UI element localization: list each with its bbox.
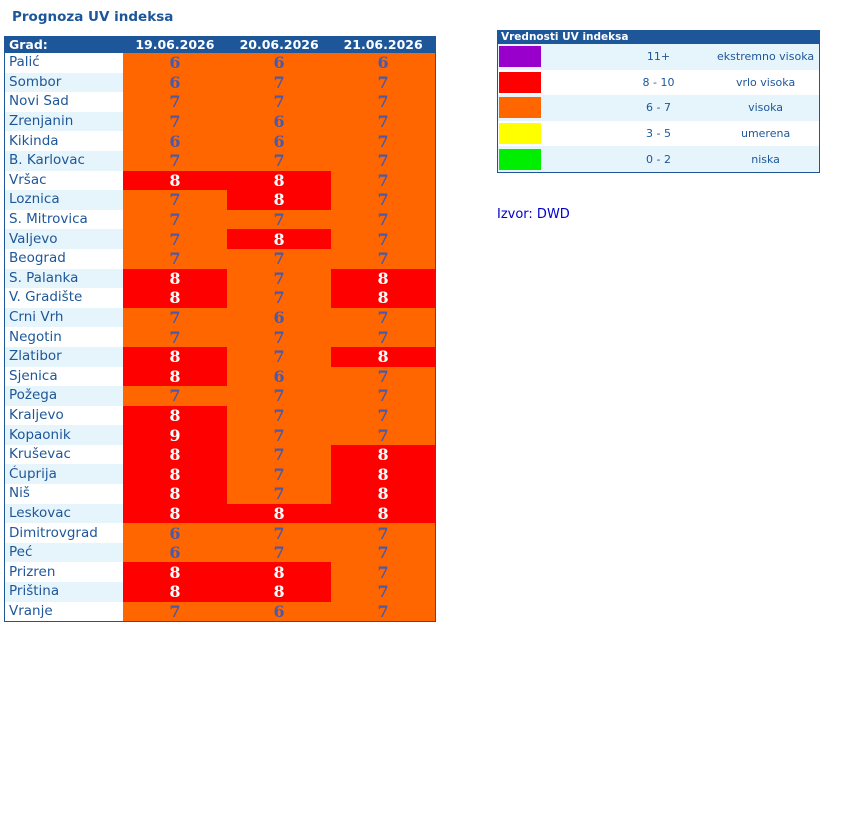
legend-color-swatch: [499, 46, 541, 67]
uv-value-cell: 7: [227, 464, 331, 484]
uv-value-cell: 6: [123, 53, 227, 73]
uv-value-cell: 7: [331, 386, 435, 406]
uv-legend-table: [497, 30, 820, 173]
city-name: Valjevo: [5, 229, 123, 249]
uv-value-cell: 7: [331, 151, 435, 171]
legend-range: 0 - 2: [605, 146, 712, 172]
legend-swatch-cell: [498, 121, 605, 147]
uv-value-cell: 8: [123, 464, 227, 484]
city-name: B. Karlovac: [5, 151, 123, 171]
city-name: S. Mitrovica: [5, 210, 123, 230]
uv-value-cell: 6: [227, 53, 331, 73]
table-row: [5, 602, 436, 622]
uv-value-cell: 6: [227, 367, 331, 387]
uv-value-cell: 7: [227, 210, 331, 230]
city-name: Crni Vrh: [5, 308, 123, 328]
uv-value-cell: 7: [123, 92, 227, 112]
table-row: [5, 112, 436, 132]
uv-value-cell: 7: [227, 269, 331, 289]
table-row: [5, 367, 436, 387]
uv-value-cell: 7: [331, 523, 435, 543]
legend-label: umerena: [712, 121, 819, 147]
legend-label: ekstremno visoka: [712, 44, 819, 70]
uv-value-cell: 7: [123, 249, 227, 269]
table-row: [5, 464, 436, 484]
legend-color-swatch: [499, 149, 541, 170]
uv-value-cell: 7: [227, 249, 331, 269]
city-name: Vršac: [5, 171, 123, 191]
uv-value-cell: 8: [331, 347, 435, 367]
table-row: [5, 92, 436, 112]
city-name: Kruševac: [5, 445, 123, 465]
table-row: [5, 131, 436, 151]
table-row: [5, 171, 436, 191]
legend-row: [498, 44, 820, 70]
table-header-row: [5, 37, 436, 54]
uv-value-cell: 8: [123, 562, 227, 582]
table-row: [5, 562, 436, 582]
city-name: Novi Sad: [5, 92, 123, 112]
table-row: [5, 386, 436, 406]
uv-value-cell: 8: [123, 504, 227, 524]
uv-value-cell: 7: [123, 229, 227, 249]
legend-row: [498, 121, 820, 147]
uv-value-cell: 6: [123, 73, 227, 93]
uv-value-cell: 6: [123, 543, 227, 563]
uv-value-cell: 7: [123, 151, 227, 171]
city-name: Prizren: [5, 562, 123, 582]
legend-swatch-cell: [498, 95, 605, 121]
table-row: [5, 582, 436, 602]
uv-value-cell: 7: [331, 249, 435, 269]
uv-value-cell: 8: [227, 562, 331, 582]
uv-value-cell: 7: [331, 562, 435, 582]
uv-value-cell: 7: [331, 327, 435, 347]
uv-value-cell: 7: [227, 73, 331, 93]
uv-value-cell: 7: [227, 288, 331, 308]
uv-value-cell: 7: [331, 367, 435, 387]
legend-color-swatch: [499, 72, 541, 93]
uv-value-cell: 7: [123, 327, 227, 347]
uv-value-cell: 8: [227, 229, 331, 249]
legend-range: 8 - 10: [605, 70, 712, 96]
table-row: [5, 73, 436, 93]
legend-swatch-cell: [498, 146, 605, 172]
uv-value-cell: 7: [331, 425, 435, 445]
uv-value-cell: 8: [331, 288, 435, 308]
uv-value-cell: 8: [123, 484, 227, 504]
uv-value-cell: 7: [331, 406, 435, 426]
uv-value-cell: 8: [227, 171, 331, 191]
table-row: [5, 347, 436, 367]
uv-value-cell: 7: [331, 602, 435, 622]
date-column-header: 20.06.2026: [227, 37, 331, 54]
uv-value-cell: 7: [227, 347, 331, 367]
uv-value-cell: 8: [227, 582, 331, 602]
city-name: Negotin: [5, 327, 123, 347]
table-row: [5, 151, 436, 171]
uv-value-cell: 8: [123, 582, 227, 602]
uv-value-cell: 8: [227, 190, 331, 210]
date-column-header: 21.06.2026: [331, 37, 435, 54]
table-row: [5, 523, 436, 543]
legend-color-swatch: [499, 123, 541, 144]
city-name: Požega: [5, 386, 123, 406]
city-name: Leskovac: [5, 504, 123, 524]
city-name: Vranje: [5, 602, 123, 622]
city-name: Sjenica: [5, 367, 123, 387]
uv-value-cell: 8: [123, 367, 227, 387]
legend-body: [498, 44, 820, 172]
uv-value-cell: 6: [331, 53, 435, 73]
page-title: Prognoza UV indeksa: [12, 9, 174, 25]
uv-value-cell: 7: [227, 386, 331, 406]
table-row: [5, 504, 436, 524]
city-name: V. Gradište: [5, 288, 123, 308]
city-name: Peć: [5, 543, 123, 563]
legend-row: [498, 146, 820, 172]
uv-value-cell: 8: [123, 445, 227, 465]
uv-value-cell: 8: [331, 269, 435, 289]
legend-range: 11+: [605, 44, 712, 70]
legend-row: [498, 70, 820, 96]
city-name: Palić: [5, 53, 123, 73]
city-name: Sombor: [5, 73, 123, 93]
uv-value-cell: 7: [227, 92, 331, 112]
uv-value-cell: 8: [331, 464, 435, 484]
city-name: S. Palanka: [5, 269, 123, 289]
table-row: [5, 190, 436, 210]
date-column-header: 19.06.2026: [123, 37, 227, 54]
uv-value-cell: 8: [123, 288, 227, 308]
uv-value-cell: 8: [331, 504, 435, 524]
uv-value-cell: 7: [331, 73, 435, 93]
table-row: [5, 406, 436, 426]
uv-value-cell: 8: [331, 484, 435, 504]
uv-value-cell: 7: [123, 308, 227, 328]
city-name: Niš: [5, 484, 123, 504]
table-row: [5, 327, 436, 347]
city-name: Zlatibor: [5, 347, 123, 367]
uv-table-body: [5, 53, 436, 622]
legend-row: [498, 95, 820, 121]
legend-swatch-cell: [498, 44, 605, 70]
uv-value-cell: 8: [331, 445, 435, 465]
legend-range: 3 - 5: [605, 121, 712, 147]
table-row: [5, 543, 436, 563]
uv-value-cell: 7: [227, 523, 331, 543]
uv-value-cell: 7: [227, 425, 331, 445]
uv-value-cell: 7: [227, 445, 331, 465]
table-row: [5, 308, 436, 328]
uv-value-cell: 8: [123, 347, 227, 367]
legend-label: niska: [712, 146, 819, 172]
uv-value-cell: 9: [123, 425, 227, 445]
city-name: Kraljevo: [5, 406, 123, 426]
city-name: Zrenjanin: [5, 112, 123, 132]
uv-value-cell: 7: [331, 543, 435, 563]
uv-value-cell: 7: [227, 406, 331, 426]
legend-range: 6 - 7: [605, 95, 712, 121]
legend-label: vrlo visoka: [712, 70, 819, 96]
city-name: Beograd: [5, 249, 123, 269]
source-note: Izvor: DWD: [497, 207, 570, 222]
uv-value-cell: 7: [123, 190, 227, 210]
city-name: Loznica: [5, 190, 123, 210]
uv-value-cell: 7: [331, 190, 435, 210]
uv-value-cell: 7: [227, 484, 331, 504]
uv-value-cell: 7: [123, 112, 227, 132]
uv-value-cell: 7: [123, 210, 227, 230]
table-row: [5, 229, 436, 249]
uv-value-cell: 6: [123, 131, 227, 151]
uv-forecast-table: [4, 36, 436, 622]
legend-label: visoka: [712, 95, 819, 121]
uv-value-cell: 7: [331, 131, 435, 151]
city-name: Ćuprija: [5, 464, 123, 484]
uv-value-cell: 7: [123, 602, 227, 622]
uv-value-cell: 7: [227, 327, 331, 347]
uv-value-cell: 8: [123, 269, 227, 289]
uv-value-cell: 7: [331, 229, 435, 249]
city-name: Dimitrovgrad: [5, 523, 123, 543]
legend-color-swatch: [499, 97, 541, 118]
city-name: Priština: [5, 582, 123, 602]
uv-value-cell: 6: [227, 602, 331, 622]
table-row: [5, 425, 436, 445]
legend-swatch-cell: [498, 70, 605, 96]
uv-value-cell: 7: [331, 112, 435, 132]
uv-value-cell: 6: [227, 112, 331, 132]
uv-value-cell: 6: [227, 131, 331, 151]
table-row: [5, 210, 436, 230]
uv-value-cell: 7: [331, 210, 435, 230]
uv-value-cell: 8: [227, 504, 331, 524]
uv-value-cell: 7: [331, 171, 435, 191]
table-row: [5, 288, 436, 308]
table-row: [5, 269, 436, 289]
table-row: [5, 249, 436, 269]
city-name: Kikinda: [5, 131, 123, 151]
uv-value-cell: 7: [331, 308, 435, 328]
table-row: [5, 484, 436, 504]
table-row: [5, 445, 436, 465]
legend-title: Vrednosti UV indeksa: [498, 31, 820, 45]
uv-value-cell: 7: [227, 151, 331, 171]
uv-value-cell: 6: [227, 308, 331, 328]
city-column-header: Grad:: [5, 37, 123, 54]
uv-value-cell: 7: [331, 582, 435, 602]
city-name: Kopaonik: [5, 425, 123, 445]
uv-value-cell: 6: [123, 523, 227, 543]
uv-value-cell: 8: [123, 171, 227, 191]
table-row: [5, 53, 436, 73]
uv-value-cell: 7: [123, 386, 227, 406]
uv-value-cell: 7: [331, 92, 435, 112]
uv-value-cell: 7: [227, 543, 331, 563]
uv-value-cell: 8: [123, 406, 227, 426]
